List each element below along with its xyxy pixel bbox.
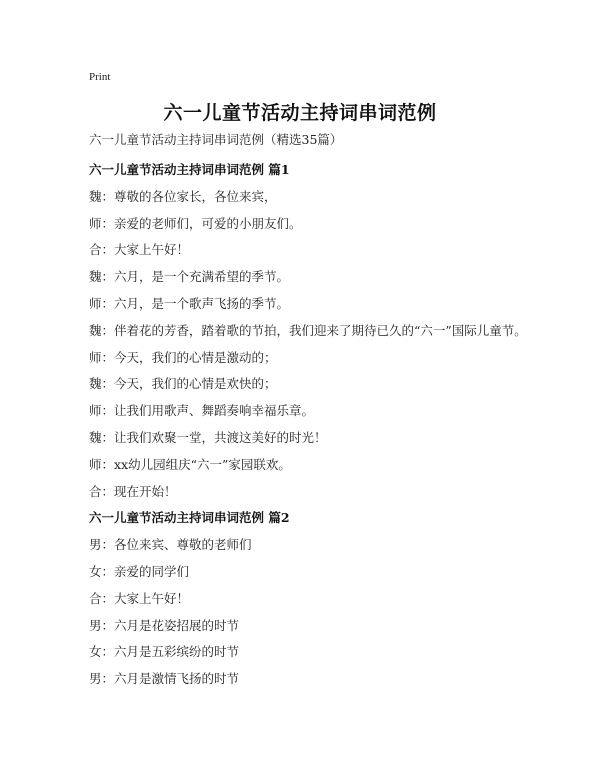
dialogue-line: 男：各位来宾、尊敬的老师们 — [89, 537, 252, 553]
dialogue-line: 女：亲爱的同学们 — [89, 563, 190, 579]
page-title: 六一儿童节活动主持词串词范例 — [163, 102, 437, 124]
dialogue-line: 魏：六月，是一个充满希望的季节。 — [89, 269, 290, 285]
dialogue-line: 男：六月是激情飞扬的时节 — [89, 671, 240, 687]
dialogue-line: 魏：让我们欢聚一堂，共渡这美好的时光！ — [89, 429, 327, 445]
dialogue-line: 魏：今天，我们的心情是欢快的； — [89, 376, 277, 392]
dialogue-line: 师：六月，是一个歌声飞扬的季节。 — [89, 295, 290, 311]
section-heading: 六一儿童节活动主持词串词范例 篇2 — [89, 510, 290, 526]
dialogue-line: 师：今天，我们的心情是激动的； — [89, 349, 277, 365]
dialogue-line: 师：亲爱的老师们，可爱的小朋友们。 — [89, 215, 302, 231]
print-label: Print — [89, 71, 111, 83]
dialogue-line: 师：xx幼儿园组庆“六一”家园联欢。 — [89, 456, 291, 472]
dialogue-line: 师：让我们用歌声、舞蹈奏响幸福乐章。 — [89, 403, 315, 419]
dialogue-line: 魏：尊敬的各位家长，各位来宾， — [89, 188, 277, 204]
document-subtitle: 六一儿童节活动主持词串词范例（精选35篇） — [89, 132, 343, 147]
document-body — [89, 157, 529, 693]
dialogue-line: 女：六月是五彩缤纷的时节 — [89, 644, 240, 660]
dialogue-line: 合：大家上午好！ — [89, 242, 190, 258]
dialogue-line: 魏：伴着花的芳香，踏着歌的节拍，我们迎来了期待已久的“六一”国际儿童节。 — [89, 322, 527, 338]
section-heading: 六一儿童节活动主持词串词范例 篇1 — [89, 162, 290, 177]
dialogue-line: 男：六月是花姿招展的时节 — [89, 617, 240, 633]
dialogue-line: 合：大家上午好！ — [89, 590, 190, 606]
dialogue-line: 合：现在开始！ — [89, 483, 177, 499]
